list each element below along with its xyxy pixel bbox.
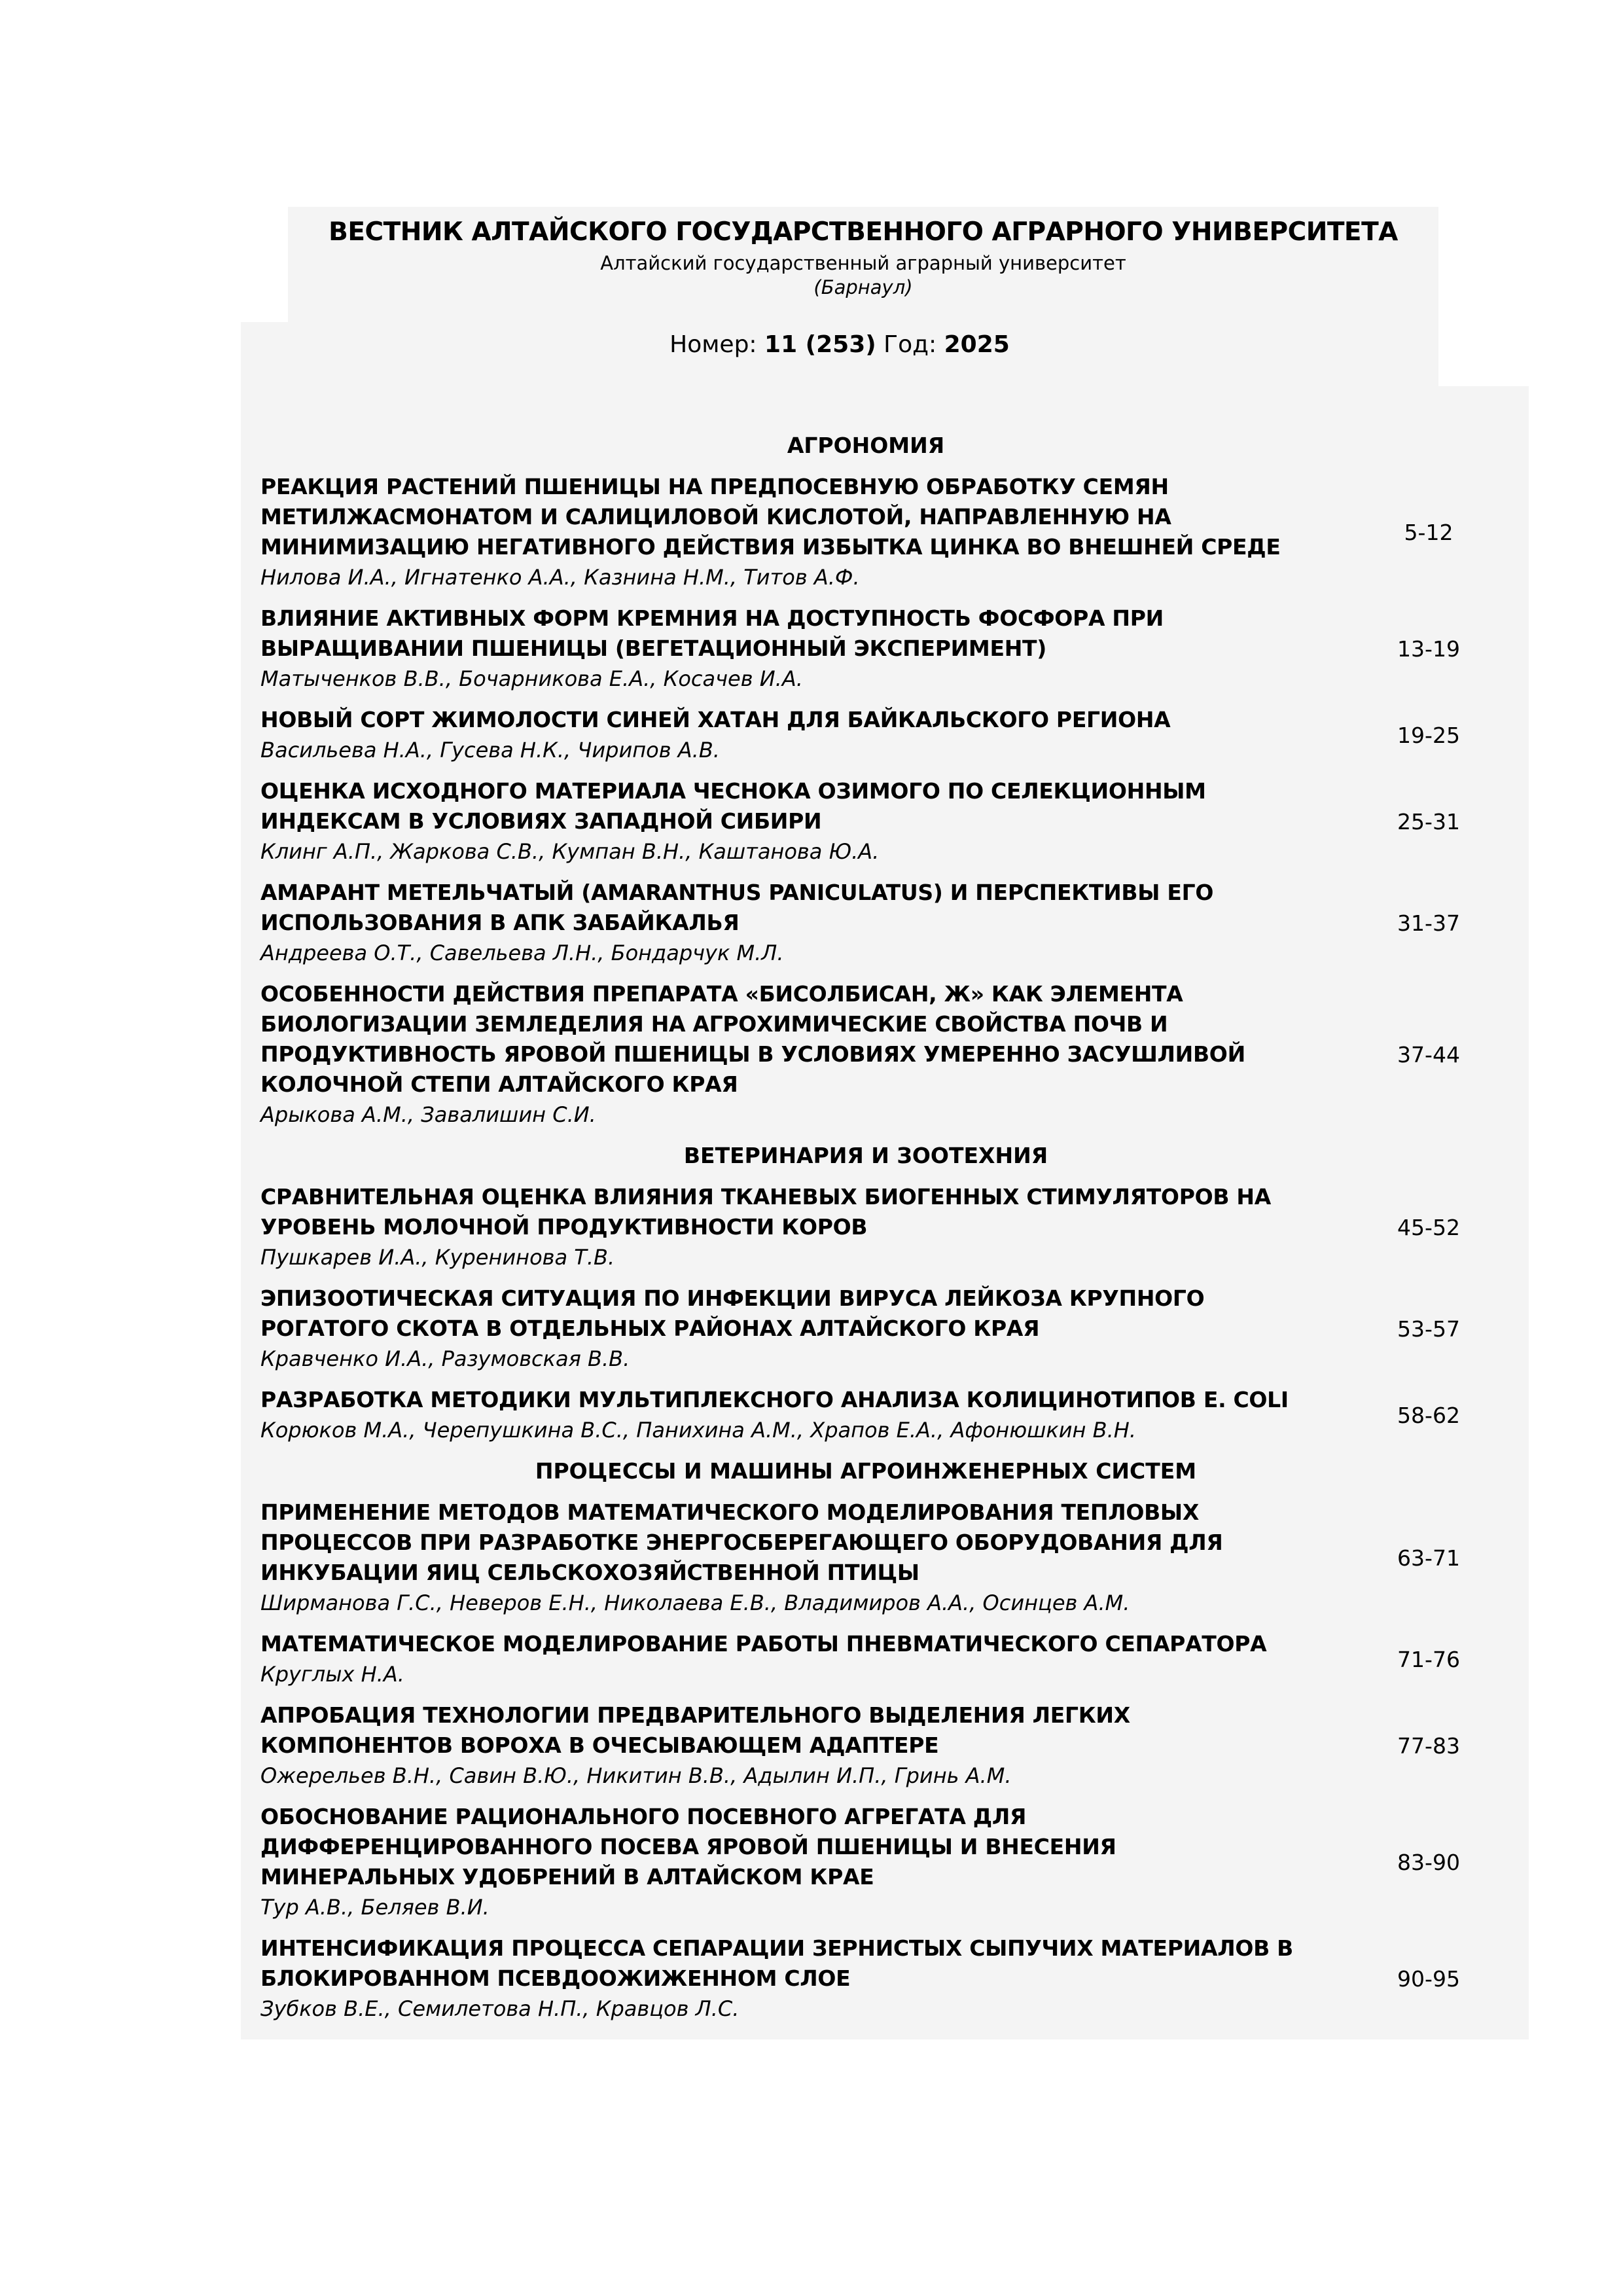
article-pages: 5-12 [1404,519,1454,545]
article-pages: 77-83 [1397,1732,1460,1759]
article-pages: 83-90 [1397,1849,1460,1875]
article-entry[interactable] [260,1182,1524,1272]
article-title-line[interactable]: ОБОСНОВАНИЕ РАЦИОНАЛЬНОГО ПОСЕВНОГО АГРЕГАТА ДЛЯ [260,1804,1027,1829]
article-title-line[interactable]: МИНЕРАЛЬНЫХ УДОБРЕНИЙ В АЛТАЙСКОМ КРАЕ [260,1864,874,1890]
article-title-line[interactable]: КОЛОЧНОЙ СТЕПИ АЛТАЙСКОГО КРАЯ [260,1071,738,1097]
article-title-line[interactable]: ИНТЕНСИФИКАЦИЯ ПРОЦЕССА СЕПАРАЦИИ ЗЕРНИСТЫХ СЫПУЧИХ МАТЕРИАЛОВ В [260,1935,1293,1961]
article-authors: Матыченков В.В., Бочарникова Е.А., Косачев И.А. [260,666,803,691]
article-entry[interactable] [260,776,1524,867]
article-authors: Зубков В.Е., Семилетова Н.П., Кравцов Л.С. [260,1996,740,2021]
article-pages: 90-95 [1397,1965,1460,1992]
article-entry[interactable] [260,705,1524,765]
section-heading: АГРОНОМИЯ [787,433,945,458]
article-entry[interactable] [260,1498,1524,1618]
article-title-line[interactable]: ИНДЕКСАМ В УСЛОВИЯХ ЗАПАДНОЙ СИБИРИ [260,808,822,834]
article-info [260,1182,1366,1272]
article-pages: 63-71 [1397,1545,1460,1571]
article-title-line[interactable]: БИОЛОГИЗАЦИИ ЗЕМЛЕДЕЛИЯ НА АГРОХИМИЧЕСКИЕ СВОЙСТВА ПОЧВ И [260,1011,1168,1037]
article-title-line[interactable]: УРОВЕНЬ МОЛОЧНОЙ ПРОДУКТИВНОСТИ КОРОВ [260,1214,868,1240]
article-info [260,979,1366,1130]
article-entry[interactable] [260,1283,1524,1374]
article-authors: Пушкарев И.А., Куренинова Т.В. [260,1245,615,1270]
article-title-line[interactable]: МИНИМИЗАЦИЮ НЕГАТИВНОГО ДЕЙСТВИЯ ИЗБЫТКА ЦИНКА ВО ВНЕШНЕЙ СРЕДЕ [260,534,1281,560]
article-title-line[interactable]: ВЛИЯНИЕ АКТИВНЫХ ФОРМ КРЕМНИЯ НА ДОСТУПНОСТЬ ФОСФОРА ПРИ [260,605,1164,631]
article-title-line[interactable]: МЕТИЛЖАСМОНАТОМ И САЛИЦИЛОВОЙ КИСЛОТОЙ, НАПРАВЛЕННУЮ НА [260,504,1171,529]
article-info [260,1629,1366,1689]
article-title-line[interactable]: ОСОБЕННОСТИ ДЕЙСТВИЯ ПРЕПАРАТА «БИСОЛБИСАН, Ж» КАК ЭЛЕМЕНТА [260,981,1183,1007]
article-entry[interactable] [260,979,1524,1130]
article-entry[interactable] [260,1385,1524,1445]
article-title-line[interactable]: ВЫРАЩИВАНИИ ПШЕНИЦЫ (ВЕГЕТАЦИОННЫЙ ЭКСПЕРИМЕНТ) [260,636,1047,661]
article-authors: Круглых Н.А. [260,1662,404,1687]
article-title-line[interactable]: ПРОЦЕССОВ ПРИ РАЗРАБОТКЕ ЭНЕРГОСБЕРЕГАЮЩЕГО ОБОРУДОВАНИЯ ДЛЯ [260,1530,1223,1555]
city: (Барнаул) [813,276,913,298]
article-title-line[interactable]: ИНКУБАЦИИ ЯИЦ СЕЛЬСКОХОЗЯЙСТВЕННОЙ ПТИЦЫ [260,1560,919,1585]
article-title-line[interactable]: АПРОБАЦИЯ ТЕХНОЛОГИИ ПРЕДВАРИТЕЛЬНОГО ВЫДЕЛЕНИЯ ЛЕГКИХ [260,1702,1130,1728]
issue-label: Номер: [669,331,757,358]
article-info [260,1385,1366,1445]
article-title-line[interactable]: РОГАТОГО СКОТА В ОТДЕЛЬНЫХ РАЙОНАХ АЛТАЙСКОГО КРАЯ [260,1316,1040,1341]
article-title-line[interactable]: РЕАКЦИЯ РАСТЕНИЙ ПШЕНИЦЫ НА ПРЕДПОСЕВНУЮ ОБРАБОТКУ СЕМЯН [260,474,1169,499]
article-pages: 31-37 [1397,910,1460,936]
article-authors: Нилова И.А., Игнатенко А.А., Казнина Н.М., Титов А.Ф. [260,565,860,590]
section-heading: ПРОЦЕССЫ И МАШИНЫ АГРОИНЖЕНЕРНЫХ СИСТЕМ [535,1458,1197,1484]
article-authors: Андреева О.Т., Савельева Л.Н., Бондарчук М.Л. [260,941,784,965]
article-info [260,705,1366,765]
article-title-line[interactable]: ЭПИЗООТИЧЕСКАЯ СИТУАЦИЯ ПО ИНФЕКЦИИ ВИРУСА ЛЕЙКОЗА КРУПНОГО [260,1285,1205,1311]
article-info [260,1700,1366,1791]
article-info [260,1283,1366,1374]
article-title-line[interactable]: АМАРАНТ МЕТЕЛЬЧАТЫЙ (AMARANTHUS PANICULATUS) И ПЕРСПЕКТИВЫ ЕГО [260,880,1214,905]
year-label: Год: [883,331,937,358]
table-of-contents [260,431,1524,2024]
article-title-line[interactable]: ОЦЕНКА ИСХОДНОГО МАТЕРИАЛА ЧЕСНОКА ОЗИМОГО ПО СЕЛЕКЦИОННЫМ [260,778,1206,804]
publisher: Алтайский государственный аграрный университет [600,252,1126,274]
section-heading: ВЕТЕРИНАРИЯ И ЗООТЕХНИЯ [683,1143,1048,1168]
article-pages: 25-31 [1397,808,1460,834]
article-pages: 19-25 [1397,722,1460,748]
article-info [260,1802,1366,1922]
article-title-line[interactable]: ДИФФЕРЕНЦИРОВАННОГО ПОСЕВА ЯРОВОЙ ПШЕНИЦЫ И ВНЕСЕНИЯ [260,1834,1116,1859]
article-info [260,1933,1366,2024]
article-title-line[interactable]: ПРИМЕНЕНИЕ МЕТОДОВ МАТЕМАТИЧЕСКОГО МОДЕЛИРОВАНИЯ ТЕПЛОВЫХ [260,1499,1199,1525]
article-pages: 45-52 [1397,1214,1460,1240]
article-title-line[interactable]: КОМПОНЕНТОВ ВОРОХА В ОЧЕСЫВАЮЩЕМ АДАПТЕРЕ [260,1732,939,1758]
article-pages: 71-76 [1397,1646,1460,1672]
article-entry[interactable] [260,603,1524,694]
article-pages: 37-44 [1397,1041,1460,1067]
article-authors: Клинг А.П., Жаркова С.В., Кумпан В.Н., Каштанова Ю.А. [260,839,880,864]
article-authors: Тур А.В., Беляев В.И. [260,1895,490,1920]
article-entry[interactable] [260,1700,1524,1791]
article-entry[interactable] [260,878,1524,968]
article-title-line[interactable]: МАТЕМАТИЧЕСКОЕ МОДЕЛИРОВАНИЕ РАБОТЫ ПНЕВМАТИЧЕСКОГО СЕПАРАТОРА [260,1631,1267,1657]
article-title-line[interactable]: РАЗРАБОТКА МЕТОДИКИ МУЛЬТИПЛЕКСНОГО АНАЛИЗА КОЛИЦИНОТИПОВ E. COLI [260,1387,1289,1412]
article-entry[interactable] [260,1629,1524,1689]
year-value: 2025 [944,331,1010,358]
article-pages: 53-57 [1397,1316,1460,1342]
journal-title: ВЕСТНИК АЛТАЙСКОГО ГОСУДАРСТВЕННОГО АГРАРНОГО УНИВЕРСИТЕТА [329,217,1398,247]
article-entry[interactable] [260,472,1524,592]
article-title-line[interactable]: БЛОКИРОВАННОМ ПСЕВДООЖИЖЕННОМ СЛОЕ [260,1965,851,1991]
article-title-line[interactable]: СРАВНИТЕЛЬНАЯ ОЦЕНКА ВЛИЯНИЯ ТКАНЕВЫХ БИОГЕННЫХ СТИМУЛЯТОРОВ НА [260,1184,1271,1210]
article-authors: Кравченко И.А., Разумовская В.В. [260,1346,630,1371]
article-title-line[interactable]: ПРОДУКТИВНОСТЬ ЯРОВОЙ ПШЕНИЦЫ В УСЛОВИЯХ УМЕРЕННО ЗАСУШЛИВОЙ [260,1041,1245,1067]
article-pages: 13-19 [1397,636,1460,662]
issue-value: 11 (253) [764,331,876,358]
article-authors: Корюков М.А., Черепушкина В.С., Панихина А.М., Храпов Е.А., Афонюшкин В.Н. [260,1418,1136,1443]
article-pages: 58-62 [1397,1402,1460,1428]
article-info [260,1498,1366,1618]
article-info [260,776,1366,867]
article-info [260,603,1366,694]
article-entry[interactable] [260,1933,1524,2024]
article-authors: Васильева Н.А., Гусева Н.К., Чирипов А.В. [260,738,720,762]
article-authors: Арыкова А.М., Завалишин С.И. [260,1102,596,1127]
article-authors: Ширманова Г.С., Неверов Е.Н., Николаева Е.В., Владимиров А.А., Осинцев А.М. [260,1590,1130,1615]
article-info [260,878,1366,968]
article-authors: Ожерельев В.Н., Савин В.Ю., Никитин В.В., Адылин И.П., Гринь А.М. [260,1763,1012,1788]
article-title-line[interactable]: ИСПОЛЬЗОВАНИЯ В АПК ЗАБАЙКАЛЬЯ [260,910,740,935]
issue-info [241,331,1438,358]
article-info [260,472,1366,592]
article-entry[interactable] [260,1802,1524,1922]
article-title-line[interactable]: НОВЫЙ СОРТ ЖИМОЛОСТИ СИНЕЙ ХАТАН ДЛЯ БАЙКАЛЬСКОГО РЕГИОНА [260,707,1171,732]
